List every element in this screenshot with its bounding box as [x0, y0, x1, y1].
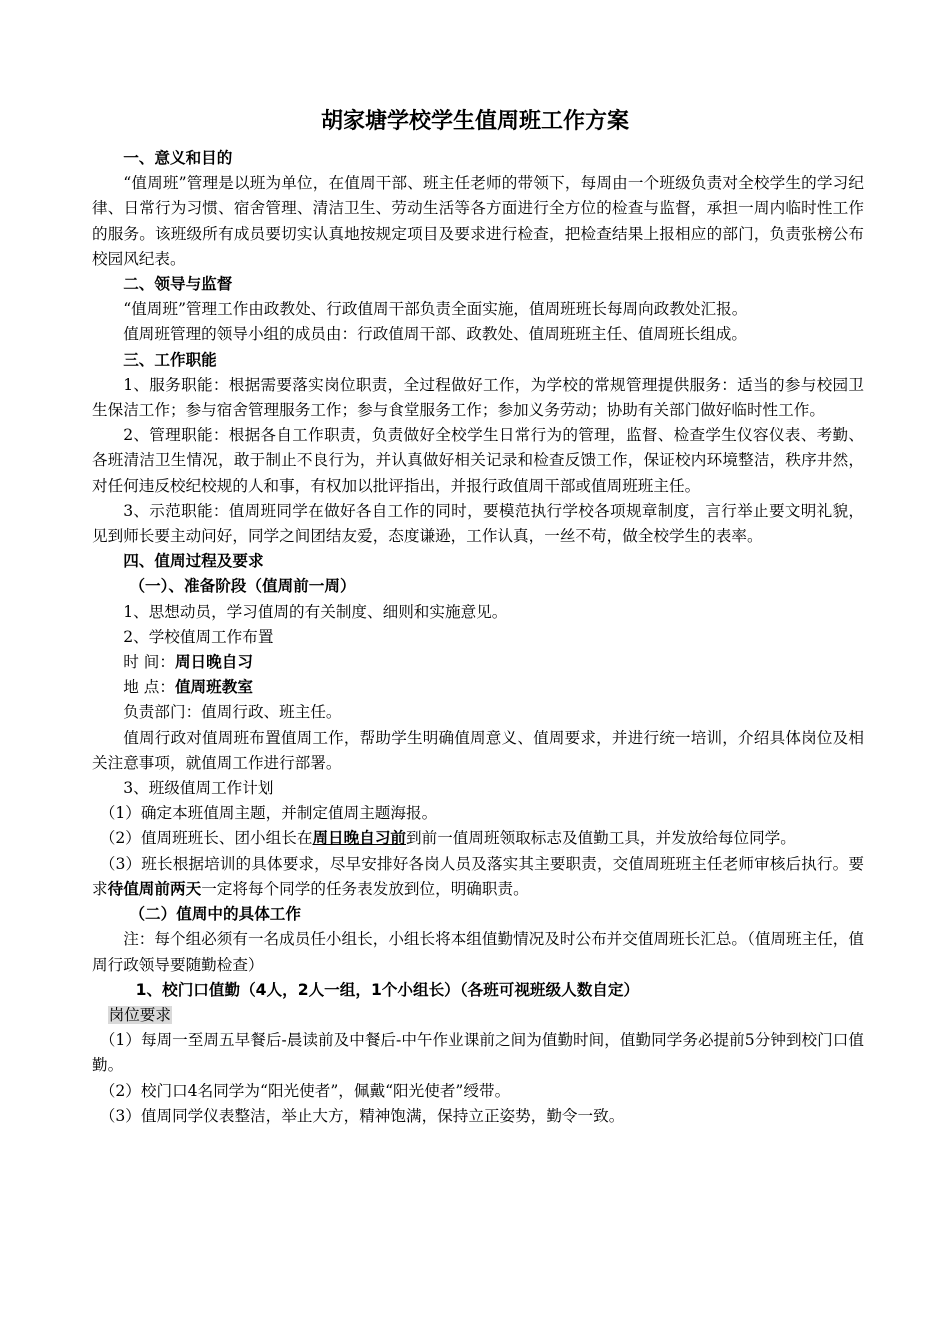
section-heading-process: 四、值周过程及要求 — [123, 552, 264, 571]
document-body — [92, 146, 864, 1129]
list-item — [92, 852, 864, 902]
paragraph: 1、服务职能：根据需要落实岗位职责，全过程做好工作，为学校的常规管理提供服务：适当的参与校园卫生保洁工作；参与宿舍管理服务工作；参与食堂服务工作；参加义务劳动；协助有关部门做好临时性工作。 — [92, 375, 864, 420]
list-item: （2）校门口4名同学为“阳光使者”，佩戴“阳光使者”绶带。 — [99, 1081, 511, 1100]
place-line — [92, 675, 864, 700]
emphasis-text: 周日晚自习前 — [312, 829, 407, 848]
paragraph: “值周班”管理工作由政教处、行政值周干部负责全面实施，值周班班长每周向政教处汇报。 — [123, 300, 748, 319]
note-paragraph: 注：每个组必须有一名成员任小组长，小组长将本组值勤情况及时公布并交值周班长汇总。（值周班主任，值周行政领导要随勤检查） — [92, 930, 864, 974]
paragraph: 2、管理职能：根据各自工作职责，负责做好全校学生日常行为的管理，监督、检查学生仪容仪表、考勤、各班清洁卫生情况，敢于制止不良行为，并认真做好相关记录和检查反馈工作，保证校内环境整洁，秩序井然，对任何违反校纪校规的人和事，有权加以批评指出，并报行政值周干部或值周班班主任。 — [92, 426, 864, 495]
text-run: （2）值周班班长、团小组长在 — [99, 829, 313, 848]
section-heading-purpose: 一、意义和目的 — [123, 149, 233, 167]
text-run: 到前一值周班领取标志及值勤工具，并发放给每位同学。 — [406, 829, 796, 848]
place-label: 地 点： — [123, 678, 175, 697]
place-value: 值周班教室 — [174, 678, 253, 697]
document-title: 胡家塘学校学生值周班工作方案 — [320, 109, 629, 134]
list-item: 1、思想动员，学习值周的有关制度、细则和实施意见。 — [123, 602, 508, 621]
list-item — [92, 826, 864, 851]
time-label: 时 间： — [123, 653, 175, 672]
list-item: 3、班级值周工作计划 — [123, 779, 274, 798]
list-item: （1）确定本班值周主题，并制定值周主题海报。 — [99, 804, 438, 823]
list-item: 2、学校值周工作布置 — [123, 627, 274, 646]
paragraph: 3、示范职能：值周班同学在做好各自工作的同时，要模范执行学校各项规章制度，言行举止要文明礼貌，见到师长要主动问好，同学之间团结友爱，态度谦逊，工作认真，一丝不苟，做全校学生的表率。 — [92, 501, 864, 546]
gate-duty-heading: 1、校门口值勤（4人，2人一组，1个小组长）（各班可视班级人数自定） — [135, 980, 640, 999]
time-line — [92, 650, 864, 675]
paragraph: 值周行政对值周班布置值周工作，帮助学生明确值周意义、值周要求，并进行统一培训，介绍具体岗位及相关注意事项，就值周工作进行部署。 — [92, 728, 864, 772]
subsection-heading-during-duty: （二）值周中的具体工作 — [129, 905, 301, 924]
paragraph: “值周班”管理是以班为单位，在值周干部、班主任老师的带领下，每周由一个班级负责对全校学生的学习纪律、日常行为习惯、宿舍管理、清洁卫生、劳动生活等各方面进行全方位的检查与监督，承担一周内临时性工作的服务。该班级所有成员要切实认真地按规定项目及要求进行检查，把检查结果上报相应的部门，负责张榜公布校园风纪表。 — [92, 174, 864, 268]
post-requirements-label — [92, 1003, 864, 1028]
section-heading-functions: 三、工作职能 — [123, 350, 217, 369]
paragraph: 负责部门：值周行政、班主任。 — [123, 703, 342, 722]
section-heading-leadership: 二、领导与监督 — [123, 275, 233, 294]
emphasis-text: 待值周前两天 — [107, 879, 202, 898]
text-run: 一定将每个同学的任务表发放到位，明确职责。 — [201, 879, 529, 898]
list-item: （3）值周同学仪表整洁，举止大方，精神饱满，保持立正姿势，勤令一致。 — [99, 1106, 625, 1125]
list-item: （1）每周一至周五早餐后-晨读前及中餐后-中午作业课前之间为值勤时间，值勤同学务必提前5分钟到校门口值勤。 — [92, 1031, 864, 1075]
time-value: 周日晚自习 — [174, 653, 253, 672]
paragraph: 值周班管理的领导小组的成员由：行政值周干部、政教处、值周班班主任、值周班长组成。 — [123, 325, 747, 344]
subsection-heading-preparation: （一）、准备阶段（值周前一周） — [129, 577, 356, 596]
highlighted-label: 岗位要求 — [108, 1005, 171, 1024]
text-run: （3）班长根据培训的具体要求，尽早安排好各岗人员及落实其主要职责，交值周班班主任老师审核后执行。要求 — [92, 854, 864, 898]
